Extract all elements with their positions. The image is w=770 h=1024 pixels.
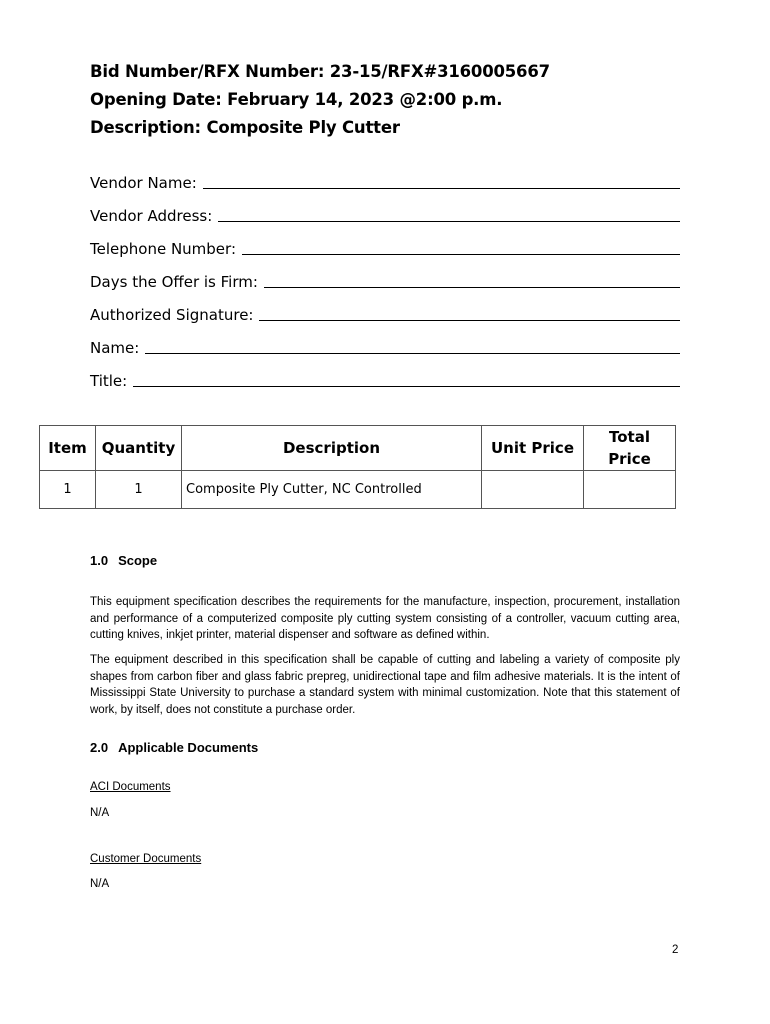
page-number: 2 <box>672 944 679 956</box>
name-field[interactable] <box>90 325 680 358</box>
cell-quantity: 1 <box>96 471 182 509</box>
vendor-name-field[interactable] <box>90 160 680 193</box>
field-label: Days the Offer is Firm: <box>90 273 258 291</box>
blank-line <box>218 205 680 222</box>
section-title: Applicable Documents <box>118 740 259 755</box>
customer-documents-label: Customer Documents <box>90 853 202 865</box>
scope-heading <box>90 553 680 568</box>
cell-unit-price[interactable] <box>482 471 584 509</box>
cell-item: 1 <box>40 471 96 509</box>
section-number: 1.0 <box>90 553 109 568</box>
scope-paragraph-1: This equipment specification describes the requirements for the manufacture, inspection, procurement, installation and performance of a computerized composite ply cutting system consisting of a controller, vacuum cutting area, cutting knives, inkjet printer, material dispenser and software as defined within. <box>90 596 680 641</box>
col-description: Description <box>182 426 482 471</box>
table-header-row <box>40 426 676 471</box>
vendor-fields <box>90 160 680 391</box>
field-label: Title: <box>90 372 128 390</box>
authorized-signature-field[interactable] <box>90 292 680 325</box>
cell-description: Composite Ply Cutter, NC Controlled <box>182 471 482 509</box>
applicable-documents-heading <box>90 740 680 755</box>
section-number: 2.0 <box>90 740 109 755</box>
title-field[interactable] <box>90 358 680 391</box>
blank-line <box>203 172 680 189</box>
col-item: Item <box>40 426 96 471</box>
field-label: Vendor Name: <box>90 174 197 192</box>
customer-documents-value: N/A <box>90 878 110 890</box>
bid-number: Bid Number/RFX Number: 23-15/RFX#3160005667 <box>90 62 550 81</box>
bid-header <box>90 58 550 142</box>
field-label: Authorized Signature: <box>90 306 254 324</box>
section-title: Scope <box>118 553 158 568</box>
blank-line <box>264 271 680 288</box>
col-unit-price: Unit Price <box>482 426 584 471</box>
blank-line <box>242 238 680 255</box>
field-label: Vendor Address: <box>90 207 213 225</box>
aci-documents-label: ACI Documents <box>90 781 171 793</box>
telephone-number-field[interactable] <box>90 226 680 259</box>
col-quantity: Quantity <box>96 426 182 471</box>
days-offer-firm-field[interactable] <box>90 259 680 292</box>
aci-documents-value: N/A <box>90 807 110 819</box>
blank-line <box>133 370 680 387</box>
scope-paragraph-2: The equipment described in this specification shall be capable of cutting and labeling a variety of composite ply shapes from carbon fiber and glass fabric prepreg, unidirectional tape and film adhesive materials. It is the intent of Mississippi State University to purchase a standard system with minimal customization. Note that this statement of work, by itself, does not constitute a purchase order. <box>90 654 680 716</box>
field-label: Telephone Number: <box>90 240 236 258</box>
col-total-price: Total Price <box>584 426 676 471</box>
cell-total-price[interactable] <box>584 471 676 509</box>
vendor-address-field[interactable] <box>90 193 680 226</box>
bid-items-table <box>39 425 676 509</box>
table-row <box>40 471 676 509</box>
blank-line <box>259 304 680 321</box>
field-label: Name: <box>90 339 140 357</box>
blank-line <box>145 337 680 354</box>
bid-description: Description: Composite Ply Cutter <box>90 118 400 137</box>
opening-date: Opening Date: February 14, 2023 @2:00 p.m. <box>90 90 503 109</box>
